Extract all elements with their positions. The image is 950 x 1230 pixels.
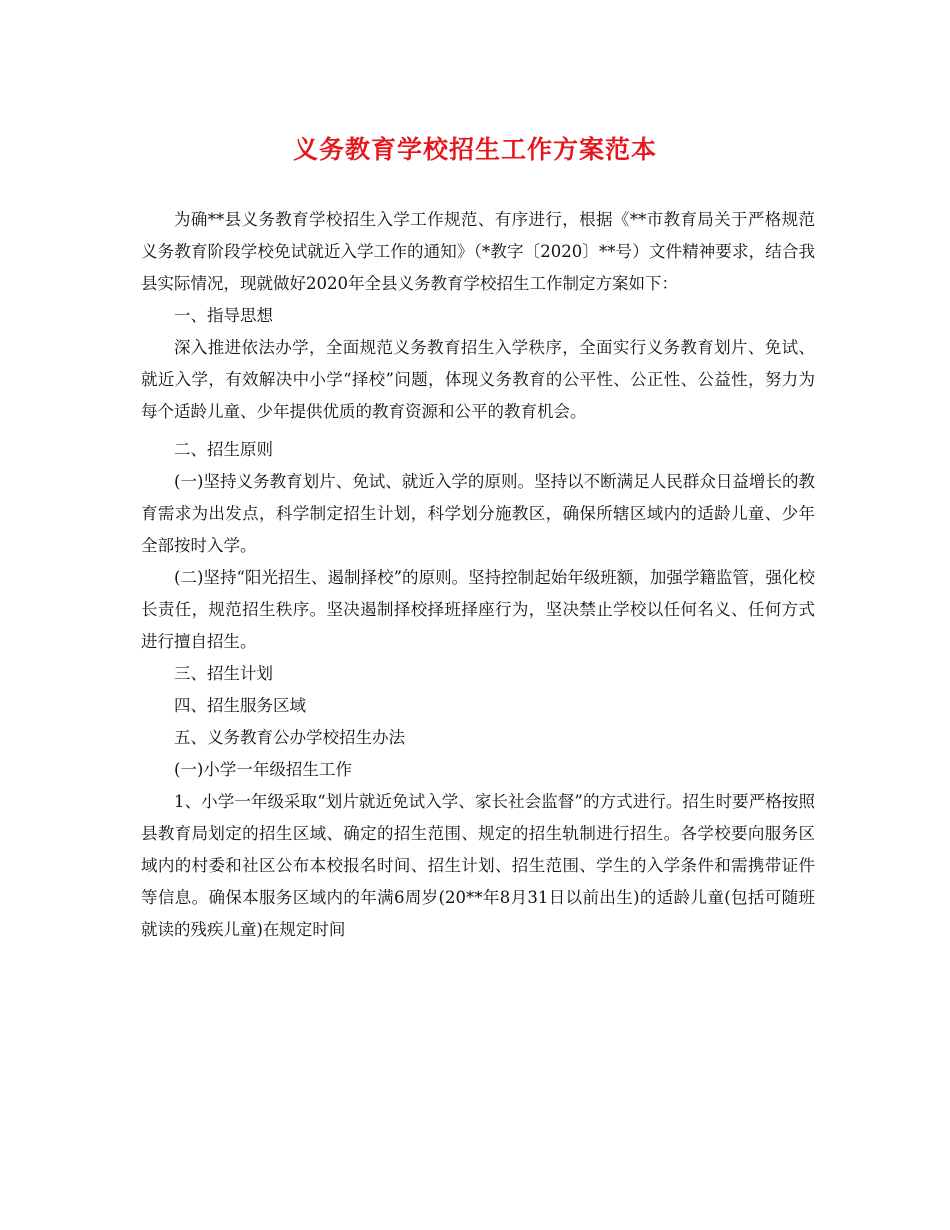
paragraph-principle-1: (一)坚持义务教育划片、免试、就近入学的原则。坚持以不断满足人民群众日益增长的教育需求为出发点，科学制定招生计划，科学划分施教区，确保所辖区域内的适龄儿童、少年全部按时入学。 — [141, 472, 815, 555]
paragraph-principle-2: (二)坚持“阳光招生、遏制择校”的原则。坚持控制起始年级班额，加强学籍监管，强化校长责任，规范招生秩序。坚决遏制择校择班择座行为，坚决禁止学校以任何名义、任何方式进行擅自招生。 — [141, 568, 815, 651]
heading-guiding-ideology: 一、指导思想 — [174, 306, 273, 325]
heading-primary-grade-one: (一)小学一年级招生工作 — [174, 760, 352, 779]
document-title: 义务教育学校招生工作方案范本 — [292, 135, 657, 164]
paragraph-primary-grade-one: 1、小学一年级采取“划片就近免试入学、家长社会监督”的方式进行。招生时要严格按照县教育局划定的招生区域、确定的招生范围、规定的招生轨制进行招生。各学校要向服务区域内的村委和社区公布本校报名时间、招生计划、招生范围、学生的入学条件和需携带证件等信息。确保本服务区域内的年满6周岁(20**年8月31日以前出生)的适龄儿童(包括可随班就读的残疾儿童)在规定时间 — [141, 792, 815, 939]
heading-service-area: 四、招生服务区域 — [174, 696, 306, 715]
heading-public-school-method: 五、义务教育公办学校招生办法 — [174, 728, 405, 747]
document-body — [141, 204, 815, 946]
paragraph-intro: 为确**县义务教育学校招生入学工作规范、有序进行，根据《**市教育局关于严格规范义务教育阶段学校免试就近入学工作的通知》（*教字〔2020〕**号）文件精神要求，结合我县实际情况，现就做好2020年全县义务教育学校招生工作制定方案如下： — [141, 210, 815, 293]
heading-enrollment-principles: 二、招生原则 — [174, 440, 273, 459]
paragraph-guiding-ideology: 深入推进依法办学，全面规范义务教育招生入学秩序，全面实行义务教育划片、免试、就近入学，有效解决中小学“择校”问题，体现义务教育的公平性、公正性、公益性，努力为每个适龄儿童、少年提供优质的教育资源和公平的教育机会。 — [141, 338, 815, 421]
heading-enrollment-plan: 三、招生计划 — [174, 664, 273, 683]
